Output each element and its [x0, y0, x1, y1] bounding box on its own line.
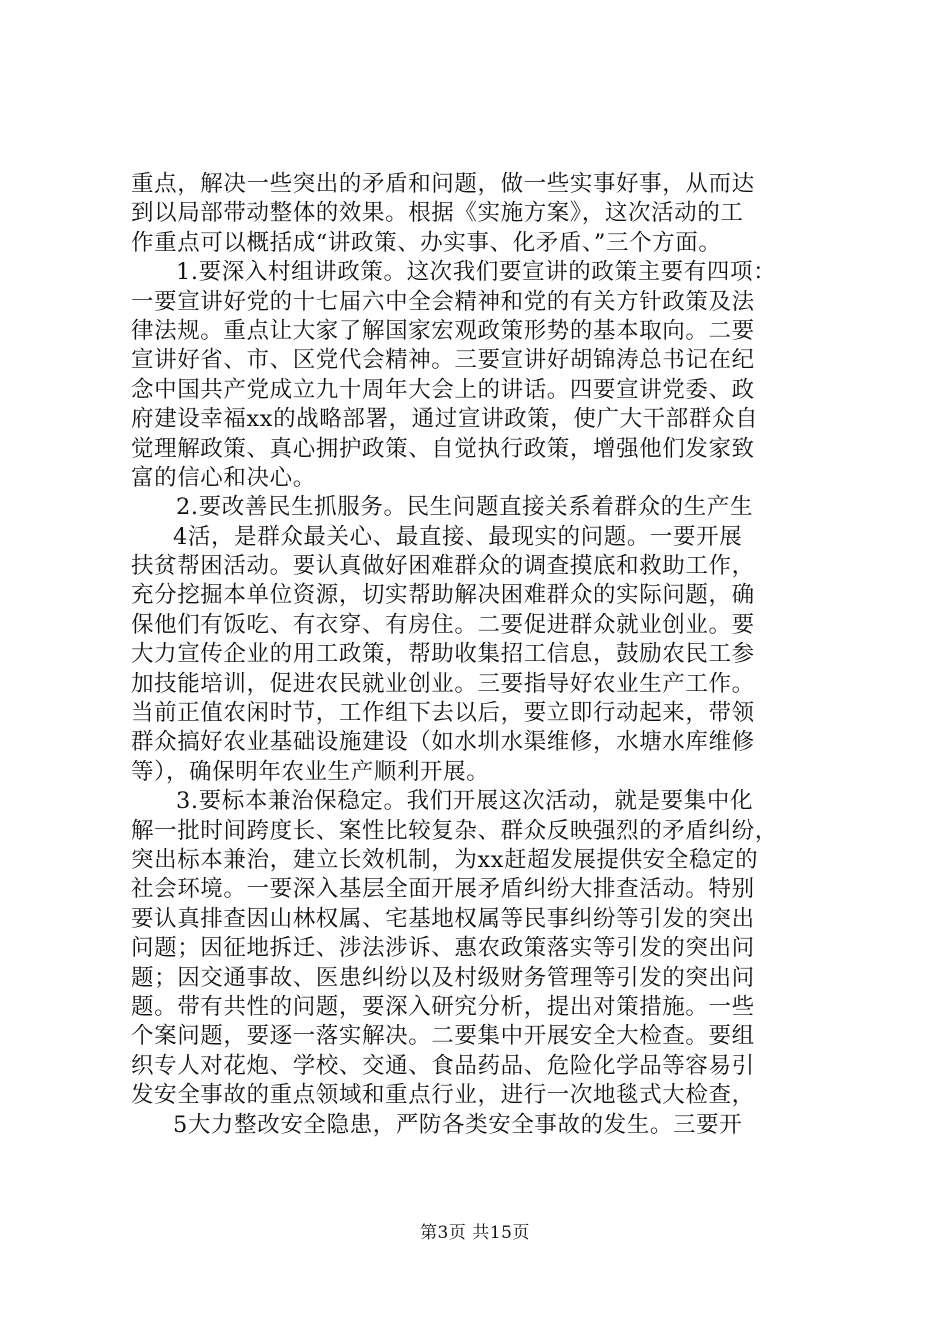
text-line: 问题；因征地拆迁、涉法涉诉、惠农政策落实等引发的突出问 [131, 935, 755, 962]
text-line: 大力宣传企业的用工政策，帮助收集招工信息，鼓励农民工参 [131, 641, 755, 668]
paragraph-heading-1: 1.要深入村组讲政策。这次我们要宣讲的政策主要有四项： [176, 259, 777, 286]
text-line: 发安全事故的重点领域和重点行业，进行一次地毯式大检查， [131, 1082, 755, 1109]
text-line: 保他们有饭吃、有衣穿、有房住。二要促进群众就业创业。要 [131, 611, 755, 638]
text-line: 当前正值农闲时节，工作组下去以后，要立即行动起来，带领 [131, 700, 755, 727]
text-line: 题。带有共性的问题，要深入研究分析，提出对策措施。一些 [131, 993, 755, 1020]
text-line: 扶贫帮困活动。要认真做好困难群众的调查摸底和救助工作， [131, 553, 755, 580]
text-line: 重点，解决一些突出的矛盾和问题，做一些实事好事，从而达 [131, 171, 755, 197]
text-line: 等），确保明年农业生产顺利开展。 [131, 758, 490, 785]
text-line: 到以局部带动整体的效果。根据《实施方案》，这次活动的工 [131, 200, 744, 227]
text-line: 社会环境。一要深入基层全面开展矛盾纠纷大排查活动。特别 [131, 876, 755, 903]
text-line: 府建设幸福xx的战略部署，通过宣讲政策，使广大干部群众自 [131, 406, 759, 433]
text-line: 个案问题，要逐一落实解决。二要集中开展安全大检查。要组 [131, 1023, 755, 1050]
text-line: 加技能培训，促进农民就业创业。三要指导好农业生产工作。 [131, 670, 755, 697]
body-text [131, 170, 831, 1140]
text-line: 要认真排查因山林权属、宅基地权属等民事纠纷等引发的突出 [131, 905, 755, 932]
page-number-footer: 第3页 共15页 [420, 1223, 530, 1243]
text-line: 充分挖掘本单位资源，切实帮助解决困难群众的实际问题，确 [131, 582, 755, 609]
text-line: 念中国共产党成立九十周年大会上的讲话。四要宣讲党委、政 [131, 376, 755, 403]
text-line: 觉理解政策、真心拥护政策、自觉执行政策，增强他们发家致 [131, 435, 755, 462]
text-line: 宣讲好省、市、区党代会精神。三要宣讲好胡锦涛总书记在纪 [131, 347, 755, 374]
paragraph-heading-2: 2.要改善民生抓服务。民生问题直接关系着群众的生产生 [176, 494, 754, 521]
text-line: 群众搞好农业基础设施建设（如水圳水渠维修，水塘水库维修 [131, 729, 755, 756]
text-line: 富的信心和决心。 [131, 464, 316, 491]
text-line: 题；因交通事故、医患纠纷以及村级财务管理等引发的突出问 [131, 964, 755, 991]
text-line: 一要宣讲好党的十七届六中全会精神和党的有关方针政策及法 [131, 288, 755, 315]
text-line: 4活，是群众最关心、最直接、最现实的问题。一要开展 [173, 523, 743, 550]
text-line: 织专人对花炮、学校、交通、食品药品、危险化学品等容易引 [131, 1052, 755, 1079]
text-line: 突出标本兼治，建立长效机制，为xx赶超发展提供安全稳定的 [131, 846, 759, 873]
text-line: 解一批时间跨度长、案性比较复杂、群众反映强烈的矛盾纠纷， [131, 817, 778, 844]
text-line: 作重点可以概括成“讲政策、办实事、化矛盾、”三个方面。 [131, 229, 722, 256]
paragraph-heading-3: 3.要标本兼治保稳定。我们开展这次活动，就是要集中化 [176, 788, 754, 815]
text-line: 5大力整改安全隐患，严防各类安全事故的发生。三要开 [173, 1111, 743, 1138]
text-line: 律法规。重点让大家了解国家宏观政策形势的基本取向。二要 [131, 317, 755, 344]
